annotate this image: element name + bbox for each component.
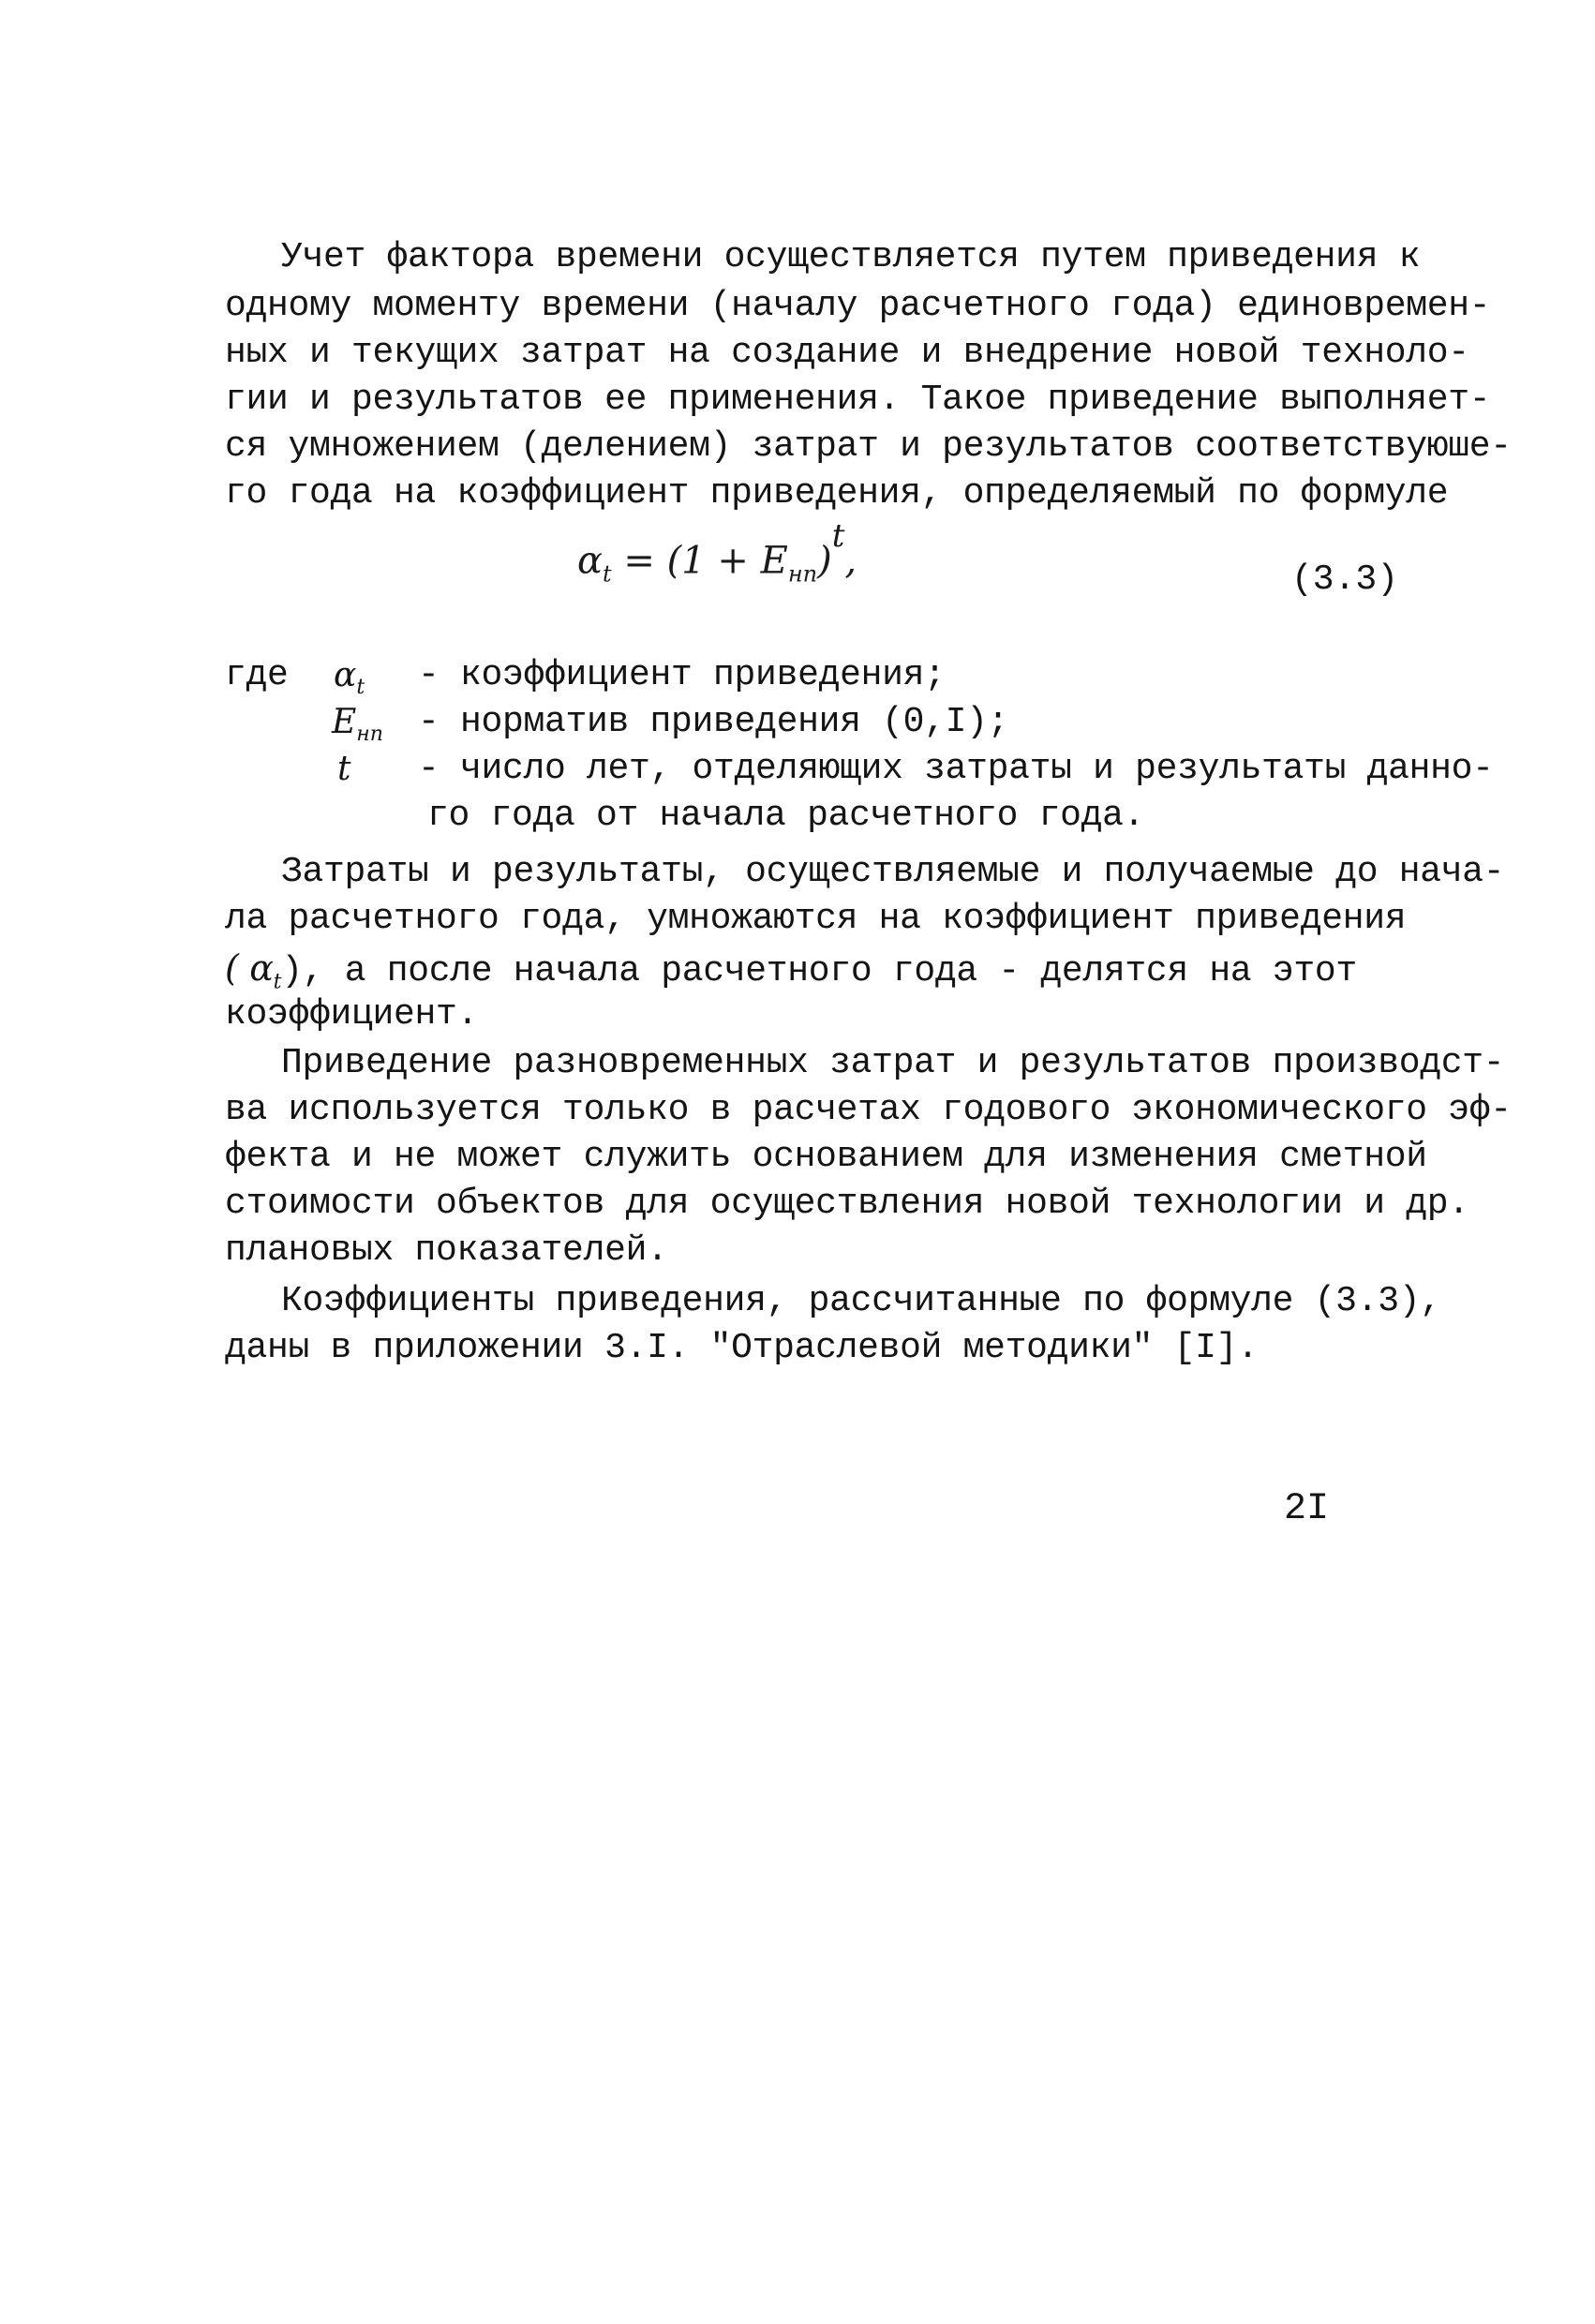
paragraph-1-line-3: ных и текущих затрат на создание и внедрение новой техноло- [225,333,1469,373]
paragraph-3-line-2: ва используется только в расчетах годового экономического эф- [225,1090,1512,1130]
paragraph-1-line-2: одному моменту времени (началу расчетного года) единовремен- [225,286,1491,326]
formula-e-sub: нп [787,560,818,588]
paragraph-3-line-3: фекта и не может служить основанием для изменения сметной [225,1137,1427,1177]
paragraph-3-line-4: стоимости объектов для осуществления новой технологии и др. [225,1184,1469,1224]
page-number: 2I [1284,1488,1330,1530]
paragraph-1-line-4: гии и результатов ее применения. Такое приведение выполняет- [225,380,1491,420]
where-word: где [225,655,289,695]
where-item-t-continuation: го года от начала расчетного года. [427,796,1145,836]
formula-comma: , [844,539,857,583]
equation-number: (3.3) [1291,559,1399,600]
paragraph-1-line-1: Учет фактора времени осуществляется путем приведения к [281,237,1421,277]
where-symbol-t: t [337,750,351,788]
paragraph-4-line-2: даны в приложении 3.I. "Отраслевой методики" [I]. [225,1328,1259,1368]
paragraph-2-line-2: ла расчетного года, умножаются на коэффициент приведения [225,899,1407,939]
where-symbol-e: $E_{нп}$ [332,703,383,747]
formula-exponent: t [831,517,845,555]
where-item-alpha: - коэффициент приведения; [418,655,946,695]
formula-lhs-sub: t [603,560,612,588]
paragraph-1-line-6: го года на коэффициент приведения, определяемый по формуле [225,473,1449,514]
paragraph-3-line-5: плановых показателей. [225,1230,668,1271]
paragraph-3-line-1: Приведение разновременных затрат и результатов производст- [281,1043,1505,1083]
paragraph-4-line-1: Коэффициенты приведения, рассчитанные по формуле (3.3), [281,1281,1441,1321]
where-symbol-alpha: $\alpha_t$ [334,656,365,700]
paragraph-2-line-3: ( $\alpha_t$), а после начала расчетного года - делятся на этот [225,947,1357,994]
paragraph-1-line-5: ся умножением (делением) затрат и результатов соответствуюше- [225,426,1512,467]
paragraph-2-line-4: коэффициент. [225,994,479,1035]
formula-lhs: α [577,539,604,583]
where-item-t: - число лет, отделяющих затраты и результаты данно- [418,749,1494,789]
paragraph-2-line-1: Затраты и результаты, осуществляемые и получаемые до нача- [281,852,1505,892]
formula-3-3 [577,517,857,588]
formula-eq: = (1 + E [611,539,788,583]
formula-close: ) [817,539,832,583]
where-item-e: - норматив приведения (0,I); [418,702,1009,742]
